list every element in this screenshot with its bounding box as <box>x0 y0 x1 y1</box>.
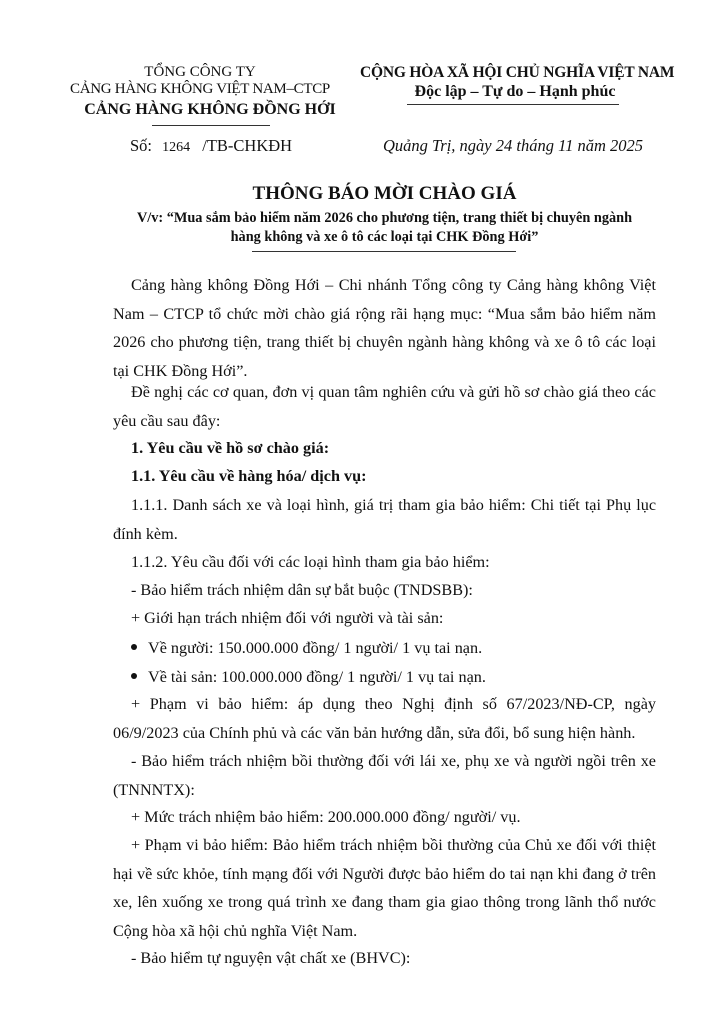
nation-name: CỘNG HÒA XÃ HỘI CHỦ NGHĨA VIỆT NAM <box>360 64 675 81</box>
item-1-1-2: 1.1.2. Yêu cầu đối với các loại hình tham gia bảo hiểm: <box>131 553 490 571</box>
tnnntx-paragraph: - Bảo hiểm trách nhiệm bồi thường đối với lái xe, phụ xe và người ngồi trên xe (TNNNTX): <box>113 752 656 799</box>
scope-paragraph-1: + Phạm vi bảo hiểm: áp dụng theo Nghị định số 67/2023/NĐ-CP, ngày 06/9/2023 của Chính phủ và các văn bản hướng dẫn, sửa đổi, bổ sung hiện hành. <box>113 695 656 742</box>
doc-number-prefix: Số: <box>130 136 153 155</box>
heading-1: 1. Yêu cầu về hồ sơ chào giá: <box>131 439 330 457</box>
bullet-person-text: Về người: 150.000.000 đồng/ 1 người/ 1 vụ tai nạn. <box>148 639 483 657</box>
scope-paragraph-2: + Phạm vi bảo hiểm: Bảo hiểm trách nhiệm bồi thường của Chủ xe đối với thiệt hại về sức khỏe, tính mạng đối với Người được bảo hiểm do tai nạn khi đang ở trên xe, lên xuống xe trong quá trình xe đang tham gia giao thông trong lãnh thổ nước Cộng hòa xã hội chủ nghĩa Việt Nam. <box>113 836 656 940</box>
intro-paragraph: Cảng hàng không Đồng Hới – Chi nhánh Tổng công ty Cảng hàng không Việt Nam – CTCP tổ chức mời chào giá rộng rãi hạng mục: “Mua sắm bảo hiểm năm 2026 cho phương tiện, trang thiết bị chuyên ngành hàng không và xe ô tô các loại tại CHK Đồng Hới”. <box>113 276 656 380</box>
heading-1-1: 1.1. Yêu cầu về hàng hóa/ dịch vụ: <box>131 467 367 485</box>
doc-number-suffix: /TB-CHKĐH <box>202 136 293 155</box>
motto: Độc lập – Tự do – Hạnh phúc <box>414 83 616 100</box>
tndsbb-heading: - Bảo hiểm trách nhiệm dân sự bắt buộc (TNDSBB): <box>131 581 473 599</box>
doc-number <box>130 136 292 156</box>
subject-underline <box>252 251 516 252</box>
bullet-person <box>131 639 482 658</box>
bullet-dot <box>131 673 137 679</box>
subject-line-2: hàng không và xe ô tô các loại tại CHK Đồng Hới” <box>230 229 539 245</box>
org-parent-line1: TỔNG CÔNG TY <box>144 64 256 80</box>
item-1-1-1: 1.1.1. Danh sách xe và loại hình, giá trị tham gia bảo hiểm: Chi tiết tại Phụ lục đính kèm. <box>113 496 656 543</box>
bhvc-heading: - Bảo hiểm tự nguyện vật chất xe (BHVC): <box>131 949 411 967</box>
doc-number-value: 1264 <box>162 140 191 155</box>
bullet-property <box>131 668 486 687</box>
org-name: CẢNG HÀNG KHÔNG ĐỒNG HỚI <box>84 101 336 118</box>
motto-underline <box>407 104 619 105</box>
document-title: THÔNG BÁO MỜI CHÀO GIÁ <box>252 183 517 204</box>
bullet-dot <box>131 644 137 650</box>
request-paragraph: Đề nghị các cơ quan, đơn vị quan tâm nghiên cứu và gửi hồ sơ chào giá theo các yêu cầu sau đây: <box>113 383 656 430</box>
bullet-property-text: Về tài sản: 100.000.000 đồng/ 1 người/ 1 vụ tai nạn. <box>148 668 486 686</box>
org-parent-line2: CẢNG HÀNG KHÔNG VIỆT NAM–CTCP <box>70 81 330 97</box>
place-date: Quảng Trị, ngày 24 tháng 11 năm 2025 <box>383 136 644 155</box>
subject-line-1: V/v: “Mua sắm bảo hiểm năm 2026 cho phương tiện, trang thiết bị chuyên ngành <box>136 210 633 226</box>
coverage-level: + Mức trách nhiệm bảo hiểm: 200.000.000 đồng/ người/ vụ. <box>131 808 521 826</box>
org-underline <box>152 125 270 126</box>
liability-limit: + Giới hạn trách nhiệm đối với người và tài sản: <box>131 609 444 627</box>
